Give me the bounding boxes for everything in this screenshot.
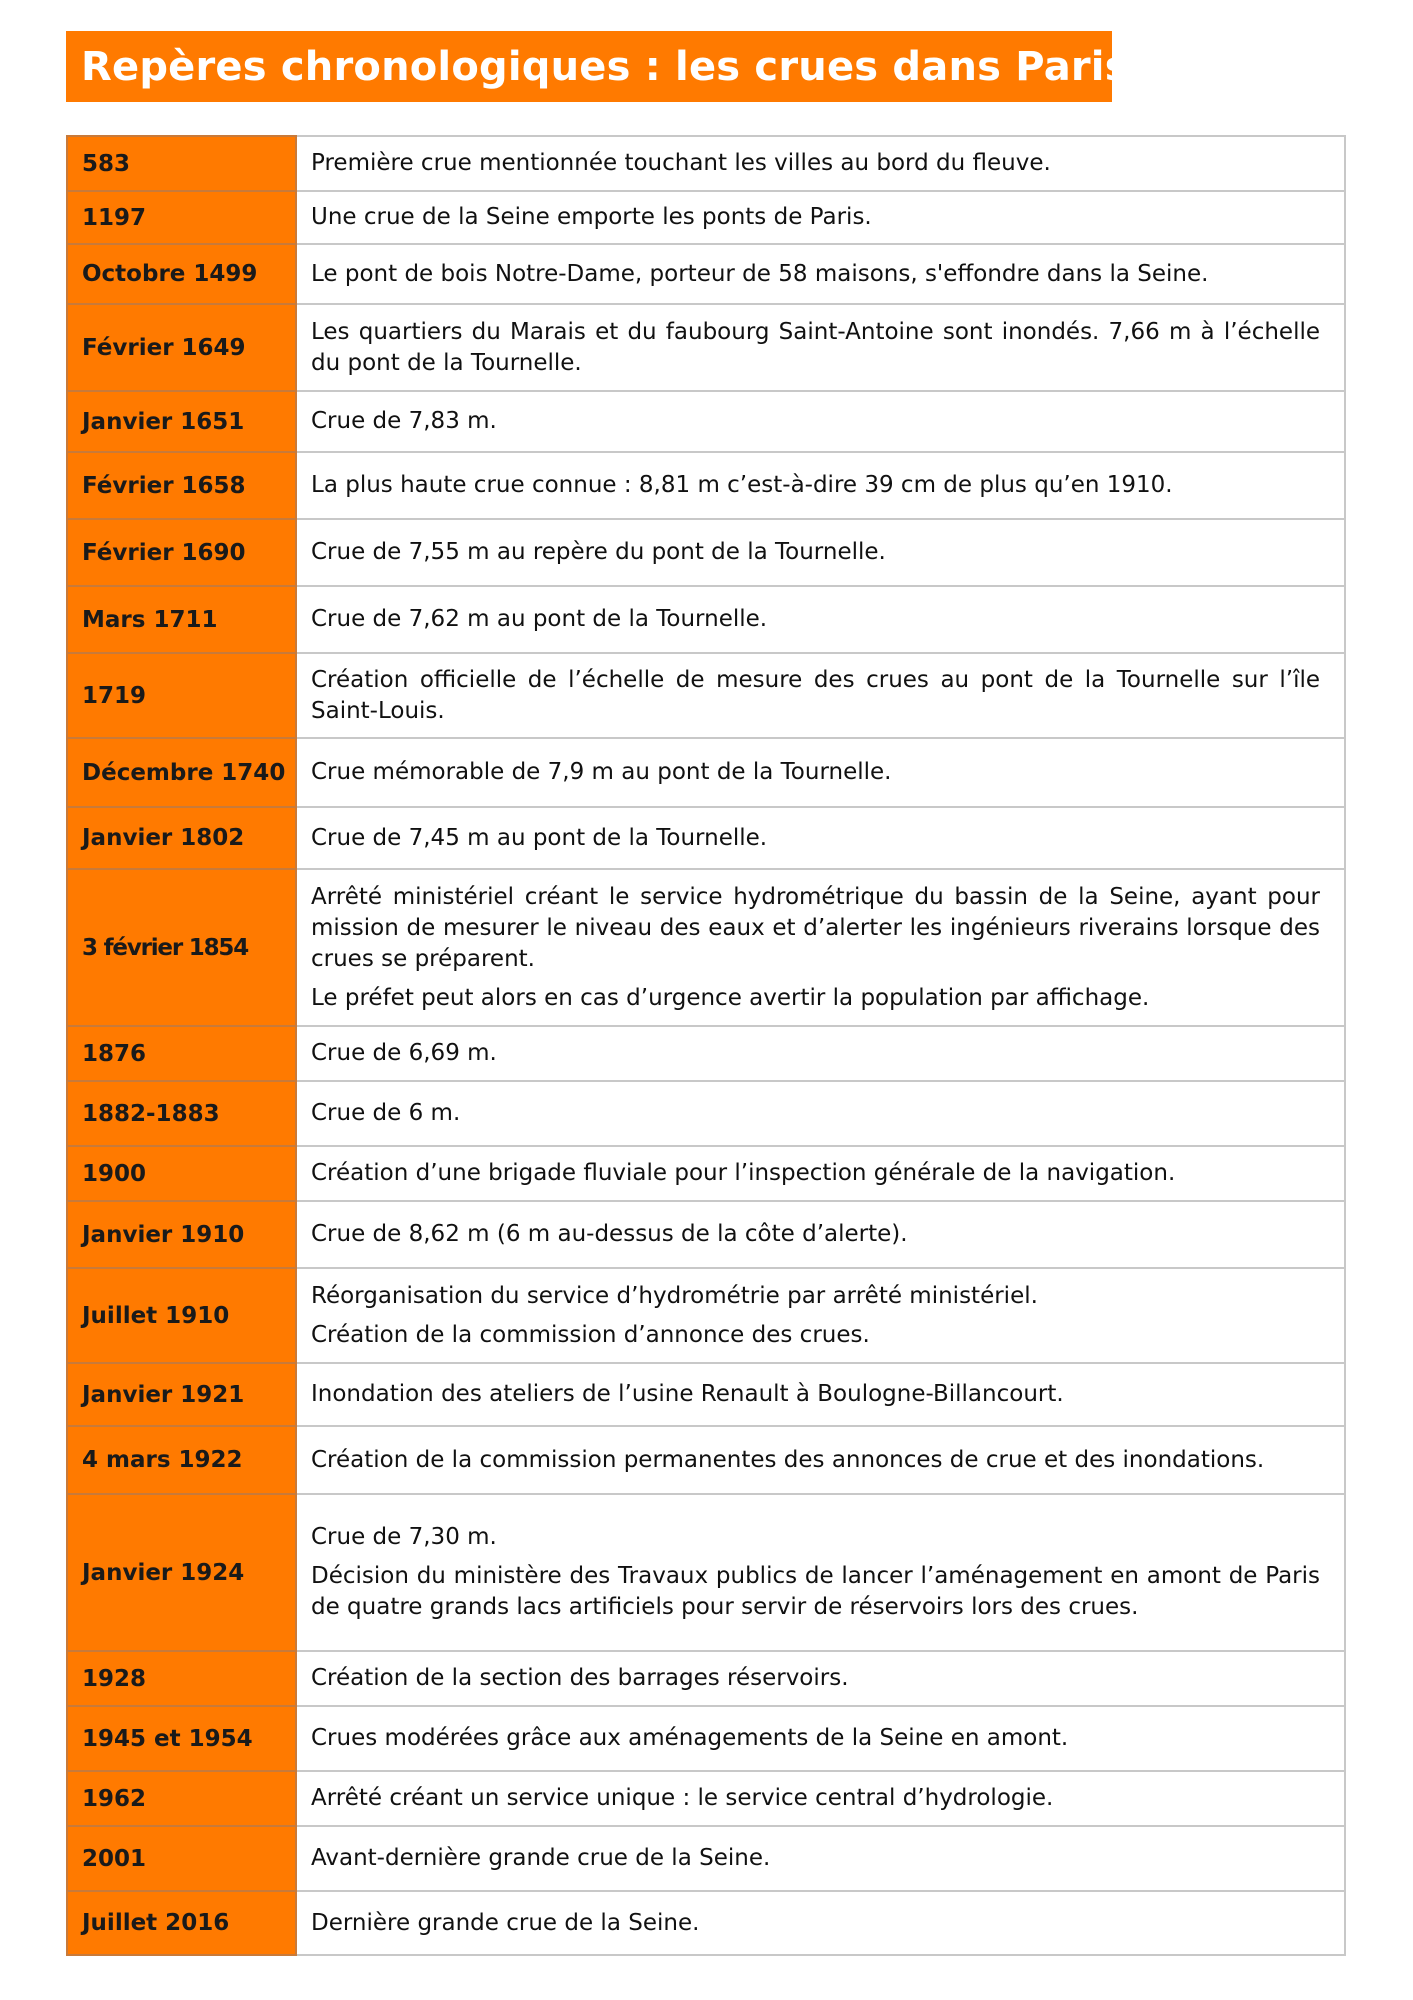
timeline-date: Décembre 1740 <box>67 738 296 807</box>
timeline-date: 3 février 1854 <box>67 869 296 1026</box>
timeline-row <box>67 304 1345 391</box>
timeline-row <box>67 1146 1345 1201</box>
timeline-description <box>296 1026 1345 1081</box>
timeline-table <box>66 135 1346 1956</box>
timeline-date: Janvier 1651 <box>67 391 296 452</box>
timeline-date: 1197 <box>67 191 296 244</box>
description-paragraph: Crue de 7,83 m. <box>311 408 497 434</box>
description-paragraph: Crue de 6 m. <box>311 1100 461 1126</box>
page-title: Repères chronologiques : les crues dans Paris <box>81 43 1129 90</box>
description-paragraph: Arrêté ministériel créant le service hydrométrique du bassin de la Seine, ayant pour mission de mesurer le niveau des eaux et d’alerter les ingénieurs riverains lorsque des crues se préparent. <box>311 883 1320 972</box>
description-paragraph: Le préfet peut alors en cas d’urgence avertir la population par affichage. <box>311 984 1150 1011</box>
timeline-description <box>296 304 1345 391</box>
timeline-description <box>296 807 1345 869</box>
timeline-row <box>67 1363 1345 1426</box>
timeline-description <box>296 1426 1345 1494</box>
timeline-date: Février 1658 <box>67 452 296 519</box>
timeline-description <box>296 1146 1345 1201</box>
timeline-description <box>296 452 1345 519</box>
description-paragraph: Avant-dernière grande crue de la Seine. <box>311 1845 771 1871</box>
timeline-row <box>67 519 1345 586</box>
description-paragraph: Réorganisation du service d’hydrométrie par arrêté ministériel. <box>311 1282 1038 1309</box>
timeline-row <box>67 1891 1345 1955</box>
description-paragraph: Création de la commission d’annonce des crues. <box>311 1321 870 1348</box>
timeline-row <box>67 1494 1345 1651</box>
timeline-date: Février 1649 <box>67 304 296 391</box>
description-paragraph: Le pont de bois Notre-Dame, porteur de 58 maisons, s'effondre dans la Seine. <box>311 260 1209 287</box>
timeline-date: Janvier 1924 <box>67 1494 296 1651</box>
timeline-row <box>67 1081 1345 1146</box>
description-paragraph: Création officielle de l’échelle de mesure des crues au pont de la Tournelle sur l’île Saint-Louis. <box>311 666 1320 724</box>
timeline-description <box>296 1651 1345 1706</box>
description-paragraph: Crue de 7,45 m au pont de la Tournelle. <box>311 824 768 851</box>
description-paragraph: Crue de 7,55 m au repère du pont de la Tournelle. <box>311 539 886 565</box>
timeline-row <box>67 1771 1345 1826</box>
description-paragraph: Arrêté créant un service unique : le service central d’hydrologie. <box>311 1785 1054 1811</box>
timeline-row <box>67 391 1345 452</box>
description-paragraph: Crue de 6,69 m. <box>311 1040 497 1066</box>
timeline-description <box>296 1826 1345 1891</box>
timeline-row <box>67 1268 1345 1363</box>
timeline-date: Janvier 1802 <box>67 807 296 869</box>
timeline-description <box>296 653 1345 738</box>
timeline-date: Octobre 1499 <box>67 244 296 304</box>
timeline-row <box>67 869 1345 1026</box>
timeline-date: 583 <box>67 136 296 191</box>
timeline-date: 4 mars 1922 <box>67 1426 296 1494</box>
timeline-row <box>67 807 1345 869</box>
timeline-date: Janvier 1910 <box>67 1201 296 1268</box>
timeline-date: 1945 et 1954 <box>67 1706 296 1771</box>
timeline-date: 2001 <box>67 1826 296 1891</box>
description-paragraph: Décision du ministère des Travaux publics de lancer l’aménagement en amont de Paris de quatre grands lacs artificiels pour servir de réservoirs lors des crues. <box>311 1563 1320 1620</box>
timeline-date: Juillet 2016 <box>67 1891 296 1955</box>
description-paragraph: Crue de 7,62 m au pont de la Tournelle. <box>311 606 768 632</box>
timeline-date: 1962 <box>67 1771 296 1826</box>
timeline-date: 1876 <box>67 1026 296 1081</box>
timeline-date: 1719 <box>67 653 296 738</box>
timeline-date: Février 1690 <box>67 519 296 586</box>
timeline-date: 1882-1883 <box>67 1081 296 1146</box>
timeline-row <box>67 1651 1345 1706</box>
description-paragraph: Crue de 7,30 m. <box>311 1524 497 1550</box>
timeline-description <box>296 586 1345 653</box>
timeline-description <box>296 1771 1345 1826</box>
timeline-description <box>296 519 1345 586</box>
timeline-description <box>296 391 1345 452</box>
timeline-row <box>67 452 1345 519</box>
timeline-description <box>296 191 1345 244</box>
timeline-description <box>296 136 1345 191</box>
timeline-row <box>67 1026 1345 1081</box>
timeline-description <box>296 1201 1345 1268</box>
timeline-row <box>67 136 1345 191</box>
description-paragraph: Crues modérées grâce aux aménagements de la Seine en amont. <box>311 1725 1069 1751</box>
timeline-row <box>67 1826 1345 1891</box>
timeline-row <box>67 586 1345 653</box>
timeline-description <box>296 1494 1345 1651</box>
timeline-row <box>67 1201 1345 1268</box>
description-paragraph: Une crue de la Seine emporte les ponts de Paris. <box>311 204 872 230</box>
description-paragraph: Les quartiers du Marais et du faubourg Saint-Antoine sont inondés. 7,66 m à l’échelle du pont de la Tournelle. <box>311 318 1320 376</box>
timeline-description <box>296 869 1345 1026</box>
timeline-row <box>67 244 1345 304</box>
timeline-description <box>296 1706 1345 1771</box>
timeline-description <box>296 1268 1345 1363</box>
timeline-description <box>296 244 1345 304</box>
timeline-date: 1900 <box>67 1146 296 1201</box>
timeline-description <box>296 1891 1345 1955</box>
timeline-date: Janvier 1921 <box>67 1363 296 1426</box>
timeline-date: 1928 <box>67 1651 296 1706</box>
timeline-date: Juillet 1910 <box>67 1268 296 1363</box>
timeline-row <box>67 653 1345 738</box>
description-paragraph: Création d’une brigade fluviale pour l’inspection générale de la navigation. <box>311 1160 1176 1186</box>
timeline-description <box>296 1363 1345 1426</box>
timeline-description <box>296 738 1345 807</box>
timeline-date: Mars 1711 <box>67 586 296 653</box>
description-paragraph: Inondation des ateliers de l’usine Renault à Boulogne-Billancourt. <box>311 1381 1064 1407</box>
timeline-row <box>67 1706 1345 1771</box>
description-paragraph: La plus haute crue connue : 8,81 m c’est-à-dire 39 cm de plus qu’en 1910. <box>311 472 1173 498</box>
description-paragraph: Dernière grande crue de la Seine. <box>311 1909 700 1936</box>
timeline-row <box>67 1426 1345 1494</box>
description-paragraph: Crue de 8,62 m (6 m au-dessus de la côte d’alerte). <box>311 1221 908 1247</box>
timeline-row <box>67 738 1345 807</box>
page-title-banner <box>66 31 1129 102</box>
description-paragraph: Création de la commission permanentes des annonces de crue et des inondations. <box>311 1446 1265 1473</box>
timeline-body <box>67 136 1345 1955</box>
timeline-description <box>296 1081 1345 1146</box>
description-paragraph: Création de la section des barrages réservoirs. <box>311 1665 849 1691</box>
description-paragraph: Crue mémorable de 7,9 m au pont de la Tournelle. <box>311 759 892 785</box>
timeline-row <box>67 191 1345 244</box>
description-paragraph: Première crue mentionnée touchant les villes au bord du fleuve. <box>311 150 1051 176</box>
